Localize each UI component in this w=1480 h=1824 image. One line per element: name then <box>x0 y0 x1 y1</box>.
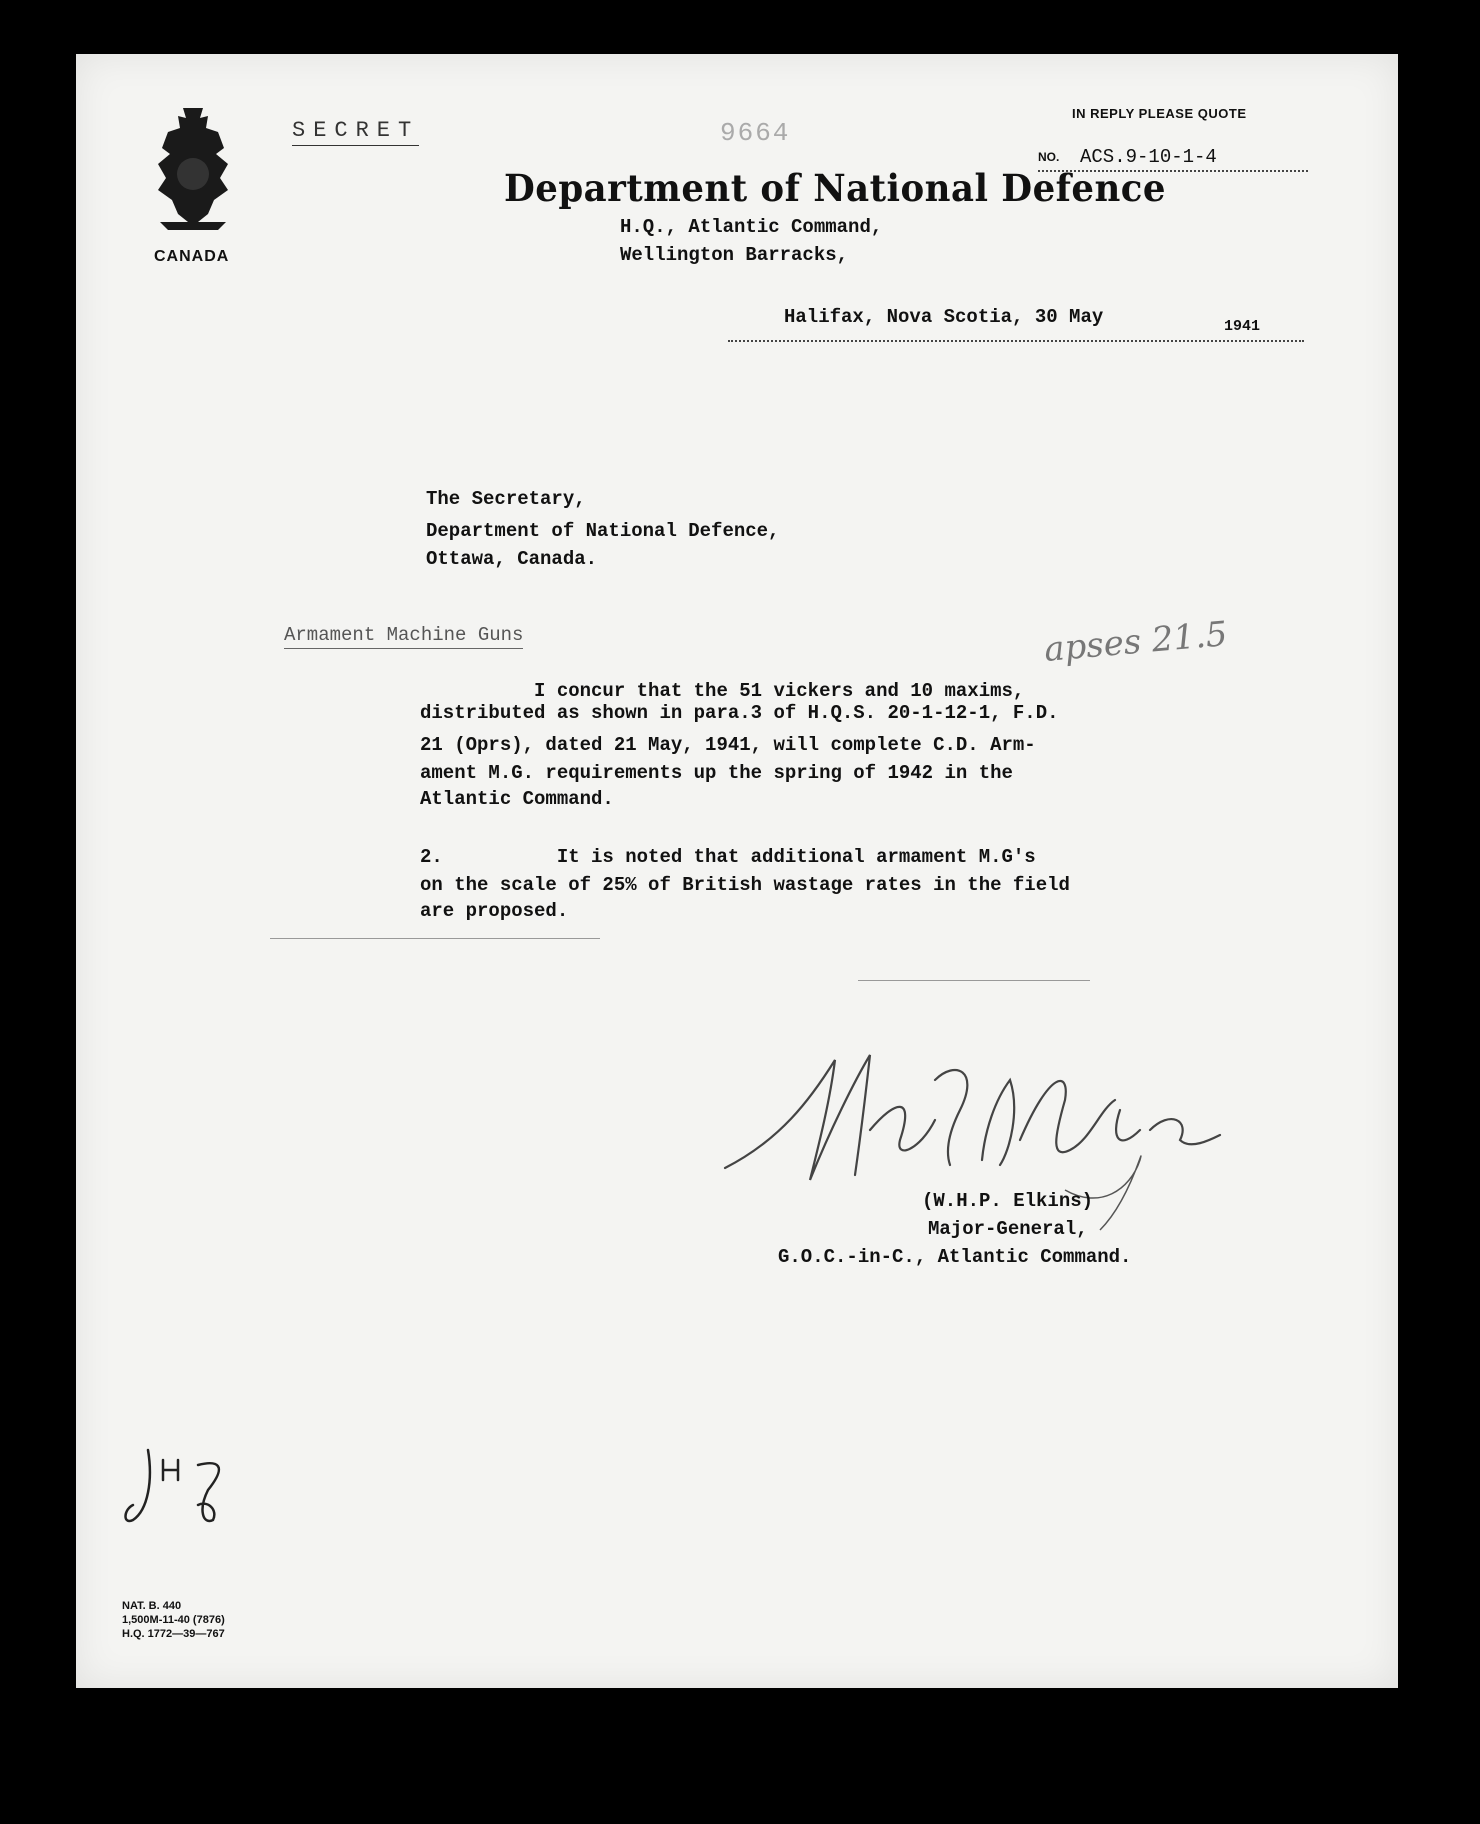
place-and-date: Halifax, Nova Scotia, 30 May <box>784 306 1104 328</box>
addressee-line1: The Secretary, <box>426 488 586 510</box>
divider-line <box>270 938 600 939</box>
letterhead-address-line1: H.Q., Atlantic Command, <box>620 216 883 238</box>
body-line: are proposed. <box>420 900 569 922</box>
form-code-line3: H.Q. 1772—39—767 <box>122 1628 225 1640</box>
crest-label: CANADA <box>154 248 230 265</box>
signatory-title: G.O.C.-in-C., Atlantic Command. <box>778 1246 1132 1268</box>
form-code-line1: NAT. B. 440 <box>122 1600 182 1612</box>
handwritten-margin-note: apses 21.5 <box>1042 614 1229 670</box>
body-line: Atlantic Command. <box>420 788 614 810</box>
addressee-line2: Department of National Defence, <box>426 520 780 542</box>
subject-line: Armament Machine Guns <box>284 624 523 649</box>
body-line: I concur that the 51 vickers and 10 maxims, <box>420 680 1025 702</box>
letterhead-address-line2: Wellington Barracks, <box>620 244 849 266</box>
divider-line <box>858 980 1090 981</box>
body-line: on the scale of 25% of British wastage rates in the field <box>420 874 1070 896</box>
file-number-label: NO. <box>1038 150 1060 164</box>
coat-of-arms-icon <box>148 104 238 234</box>
body-line: ament M.G. requirements up the spring of 1942 in the <box>420 762 1013 784</box>
classification-stamp: SECRET <box>292 118 419 146</box>
date-year: 1941 <box>1224 318 1261 335</box>
document-page <box>76 54 1398 1688</box>
reply-quote-label: IN REPLY PLEASE QUOTE <box>1072 106 1247 121</box>
body-line: distributed as shown in para.3 of H.Q.S. 20-1-12-1, F.D. <box>420 702 1059 724</box>
handwritten-initials <box>118 1440 248 1530</box>
form-code-line2: 1,500M-11-40 (7876) <box>122 1614 225 1626</box>
letterhead-title: Department of National Defence <box>504 166 1167 210</box>
addressee-line3: Ottawa, Canada. <box>426 548 598 570</box>
body-line: 2. It is noted that additional armament M.G's <box>420 846 1036 868</box>
file-number-value: ACS.9-10-1-4 <box>1080 146 1217 168</box>
signatory-rank: Major-General, <box>928 1218 1088 1240</box>
signatory-name: (W.H.P. Elkins) <box>922 1190 1094 1212</box>
body-line: 21 (Oprs), dated 21 May, 1941, will complete C.D. Arm- <box>420 734 1036 756</box>
file-stamp-number: 9664 <box>720 118 791 148</box>
